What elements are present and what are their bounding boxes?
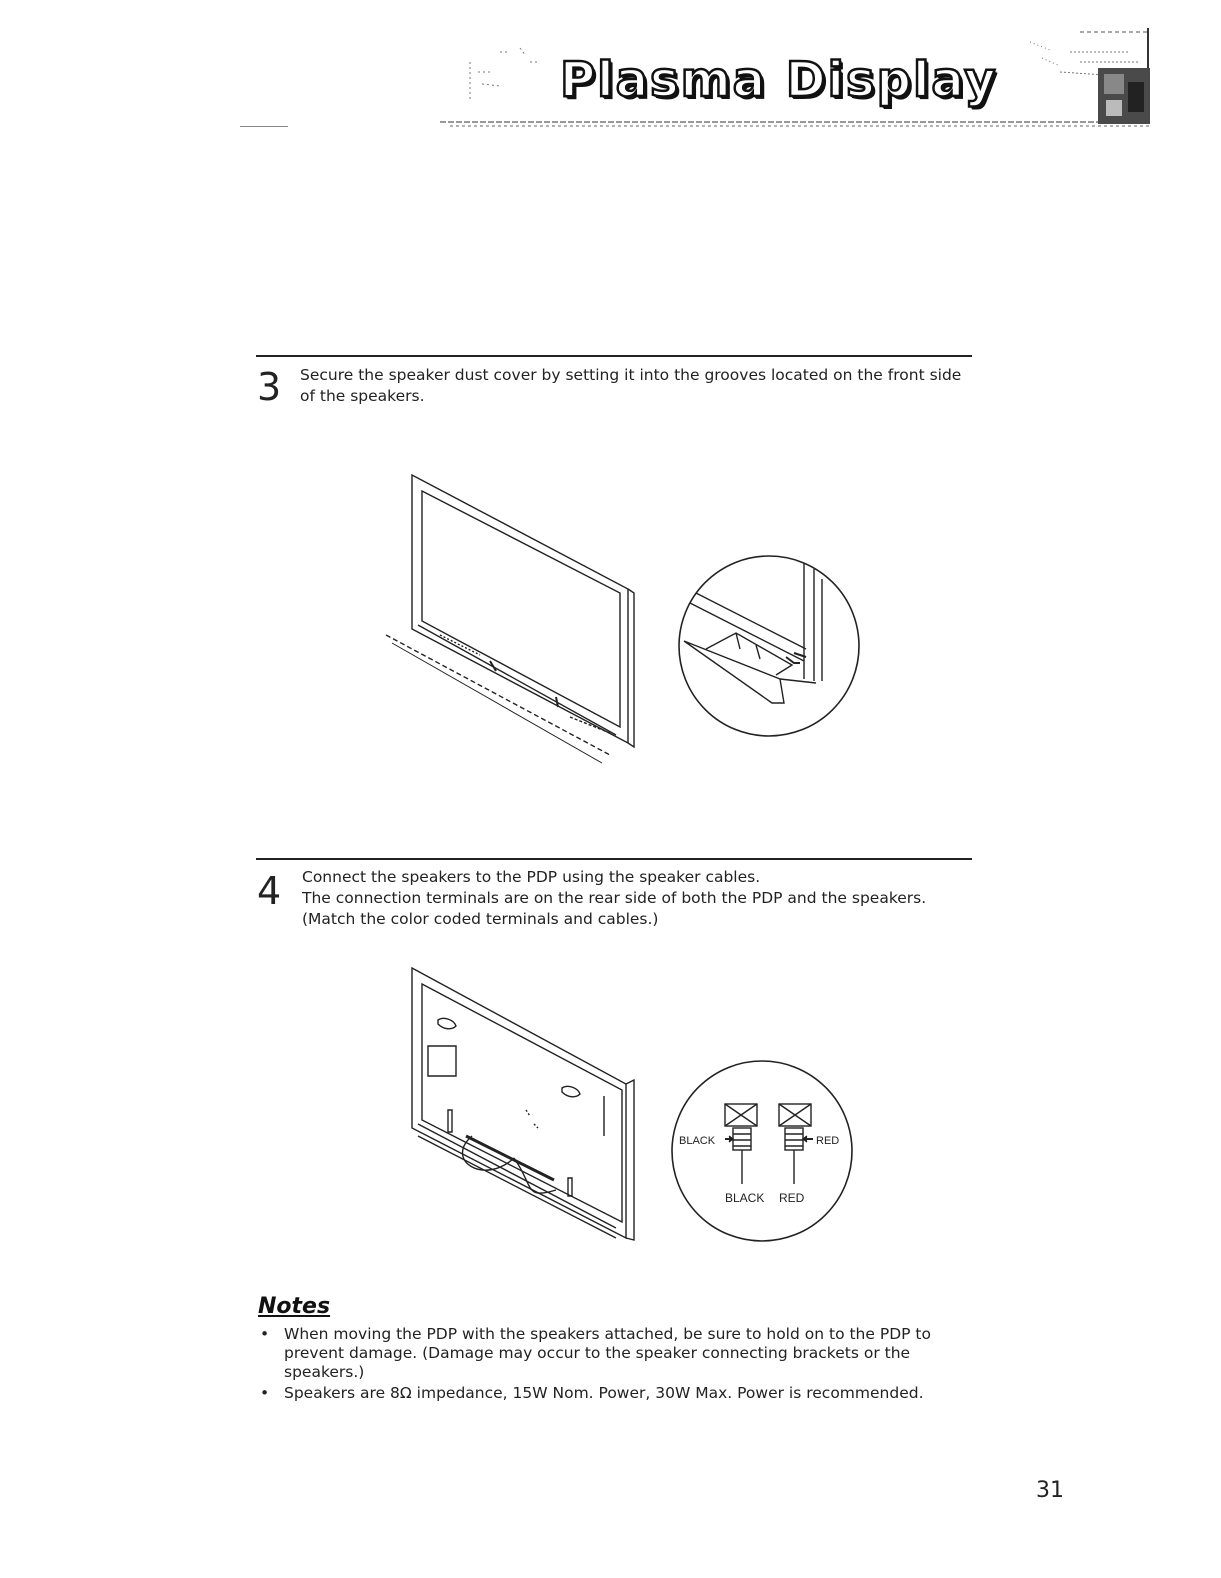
notes-list	[258, 1325, 978, 1405]
note-bullet: •	[260, 1384, 270, 1402]
step-4-illustration	[404, 960, 644, 1250]
step-4-instructions	[302, 867, 982, 930]
display-rear-drawing	[404, 960, 644, 1250]
step-4-divider	[256, 858, 972, 860]
step-3-instructions	[300, 365, 980, 407]
step-4-line-3: (Match the color coded terminals and cables.)	[302, 910, 659, 928]
step-3-detail-circle	[676, 553, 864, 741]
display-front-drawing	[380, 465, 650, 765]
page-number: 31	[1036, 1478, 1064, 1503]
speaker-cover-detail-drawing	[676, 553, 864, 741]
cable-right-label: RED	[779, 1191, 805, 1205]
terminal-left-label: BLACK	[679, 1135, 716, 1147]
note-text: When moving the PDP with the speakers attached, be sure to hold on to the PDP to prevent damage. (Damage may occur to the speaker connecting brackets or the speakers.)	[284, 1325, 931, 1381]
note-item	[258, 1325, 978, 1382]
step-4-line-2: The connection terminals are on the rear side of both the PDP and the speakers.	[302, 889, 927, 907]
note-item	[258, 1384, 978, 1403]
step-4-detail-circle	[667, 1056, 859, 1248]
step-3-line-1: Secure the speaker dust cover by setting it into the grooves located on the front side	[300, 366, 962, 384]
terminal-right-label: RED	[816, 1135, 840, 1147]
header-left-rule	[240, 126, 288, 127]
step-3-number: 3	[257, 365, 282, 409]
note-bullet: •	[260, 1325, 270, 1343]
notes-title: Notes	[258, 1294, 331, 1319]
header-title: Plasma Display	[560, 52, 998, 108]
step-3-divider	[256, 355, 972, 357]
note-text: Speakers are 8Ω impedance, 15W Nom. Power, 30W Max. Power is recommended.	[284, 1384, 924, 1402]
step-4-line-1: Connect the speakers to the PDP using the speaker cables.	[302, 868, 761, 886]
cable-left-label: BLACK	[725, 1191, 765, 1205]
header-banner	[430, 22, 1160, 130]
terminal-detail-drawing	[667, 1056, 859, 1248]
step-3-illustration	[380, 465, 650, 765]
step-4-number: 4	[257, 869, 282, 913]
step-3-line-2: of the speakers.	[300, 387, 425, 405]
